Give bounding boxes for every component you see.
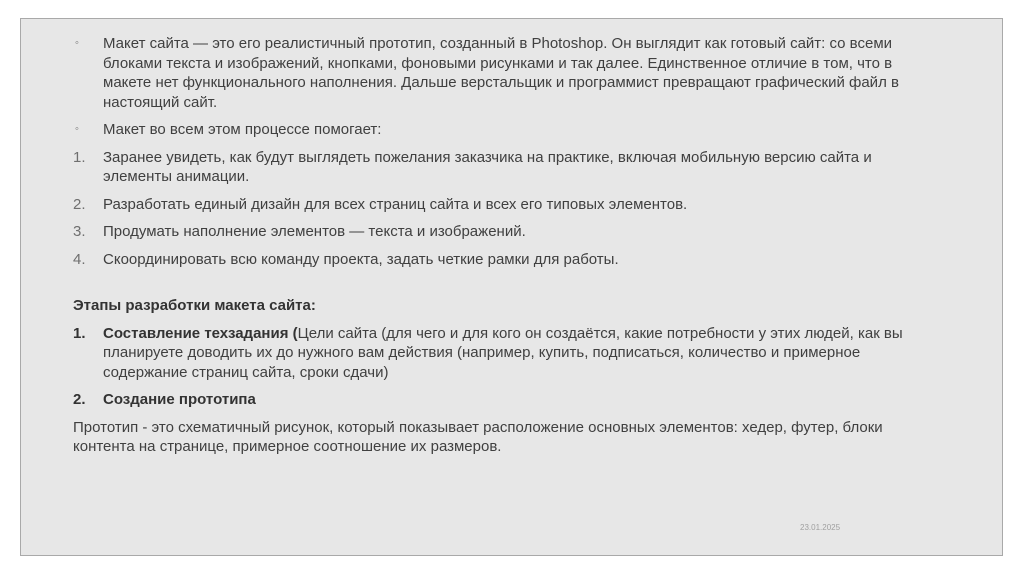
stages-heading: Этапы разработки макета сайта: bbox=[73, 297, 316, 314]
slide-content bbox=[73, 34, 933, 457]
prototype-description: Прототип - это схематичный рисунок, который показывает расположение основных элементов: хедер, футер, блоки контента на странице, примерное соотношение их размеров. bbox=[73, 418, 883, 455]
circle-bullet-icon: ◦ bbox=[75, 37, 79, 49]
list-number: 3. bbox=[73, 223, 86, 240]
benefit-text: Заранее увидеть, как будут выглядеть пожелания заказчика на практике, включая мобильную версию сайта и элементы анимации. bbox=[103, 148, 872, 185]
stage-1-text: Цели сайта (для чего и для кого он создаётся, какие потребности у этих людей, как вы планируете доводить их до нужного вам действия (например, купить, подписаться, количество и примерное содержание страниц сайта, сроки сдачи) bbox=[103, 324, 903, 381]
benefit-item-1 bbox=[73, 148, 933, 187]
stage-item-1 bbox=[73, 324, 933, 383]
list-number: 1. bbox=[73, 148, 86, 166]
intro-bullet-1-text: Макет сайта — это его реалистичный прототип, созданный в Photoshop. Он выглядит как готовый сайт: со всеми блоками текста и изображений, кнопками, фоновыми рисунками и так далее. Единственное отличие в том, что в макете нет функционального наполнения. Дальше верстальщик и программист превращают графический файл в настоящий сайт. bbox=[103, 35, 899, 111]
intro-bullet-2 bbox=[73, 120, 933, 140]
benefit-item-3 bbox=[73, 222, 933, 242]
circle-bullet-icon: ◦ bbox=[75, 123, 79, 135]
benefit-item-2 bbox=[73, 195, 933, 215]
stage-1-title: Составление техзадания ( bbox=[103, 324, 298, 342]
intro-bullet-2-text: Макет во всем этом процессе помогает: bbox=[103, 121, 382, 138]
list-number: 4. bbox=[73, 250, 86, 268]
benefit-text: Скоординировать всю команду проекта, задать четкие рамки для работы. bbox=[103, 250, 619, 268]
benefit-item-4 bbox=[73, 250, 933, 270]
list-number: 1. bbox=[73, 324, 86, 342]
intro-bullet-1 bbox=[73, 34, 933, 112]
stage-item-2 bbox=[73, 390, 933, 410]
benefit-text: Разработать единый дизайн для всех страниц сайта и всех его типовых элементов. bbox=[103, 195, 688, 213]
stage-2-title: Создание прототипа bbox=[103, 391, 256, 408]
list-number: 2. bbox=[73, 195, 86, 213]
list-number: 2. bbox=[73, 391, 86, 408]
benefit-text: Продумать наполнение элементов — текста и изображений. bbox=[103, 223, 526, 240]
slide-date: 23.01.2025 bbox=[800, 523, 841, 532]
